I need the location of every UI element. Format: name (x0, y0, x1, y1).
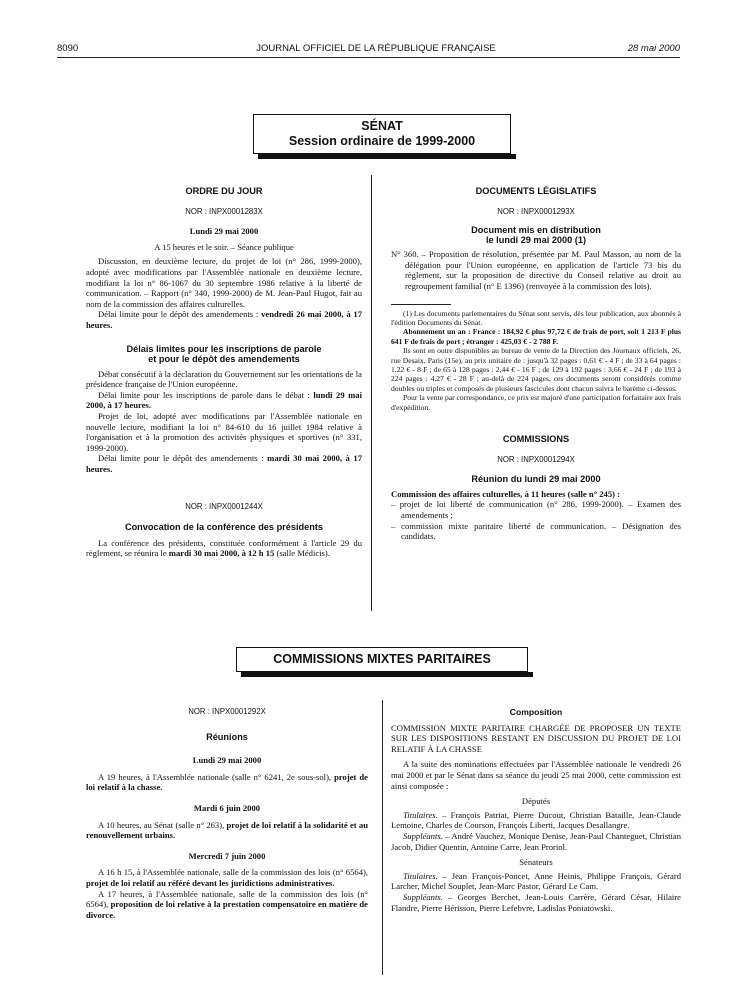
doc-distribution-heading: Document mis en distribution le lundi 29 mai 2000 (1) (471, 225, 601, 246)
deputes-suppleants: Suppléants. – André Vauchez, Monique Denise, Jean-Paul Chanteguet, Christian Jacob, Didier Quentin, Antoine Carre, Jean Proriol. (391, 830, 681, 852)
commission-line: Commission des affaires culturelles, à 11 heures (salle n° 245) : (391, 488, 621, 499)
deputes-titulaires: Titulaires. – François Patriat, Pierre Ducout, Christian Bataille, Jean-Claude Lemoine, Charles de Courson, François Liberti, Jacques Desallangre. (391, 809, 681, 831)
composition-section (391, 707, 681, 913)
docs-heading: DOCUMENTS LÉGISLATIFS (475, 186, 597, 196)
cmp-reunions-section (86, 707, 368, 920)
commission-item-2: – commission mixte paritaire liberté de communication. – Désignation des candidats. (391, 520, 681, 542)
column-divider-bottom (382, 700, 383, 975)
senateurs-titulaires: Titulaires. – Jean François-Poncet, Anne Heinis, Philippe François, Gérard Larcher, Michel Souplet, Jean-Marc Pastor, Gérard Le Cam. (391, 870, 681, 892)
column-divider (371, 175, 372, 611)
ordre-du-jour-section (86, 186, 362, 559)
cmp-day-3-text-1: A 16 h 15, à l'Assemblée nationale, salle de la commission des lois (n° 6564), projet de loi relatif au référé devant les juridictions administratives. (86, 867, 368, 888)
nor-3: NOR : INPX0001293X (497, 206, 575, 216)
convocation-text: La conférence des présidents, constituée conformément à l'article 29 du règlement, se réunira le mardi 30 mai 2000, à 12 h 15 (salle Médicis). (86, 537, 362, 559)
ordre-heading: ORDRE DU JOUR (185, 186, 263, 196)
footnotes (391, 309, 681, 412)
cmp-title: COMMISSIONS MIXTES PARITAIRES (273, 652, 491, 666)
senat-title: SÉNAT (361, 119, 403, 133)
senateurs-suppleants: Suppléants. – Georges Berchet, Jean-Louis Carrère, Gérard César, Hilaire Flandre, Pierre Hérisson, Pierre Lefebvre, Ladislas Poniatowski. (391, 891, 681, 913)
cmp-suite-text: A la suite des nominations effectuées par l'Assemblée nationale le vendredi 26 mai 2000 et par le Sénat dans sa séance du jeudi 25 mai 2000, cette commission est ainsi composée : (391, 759, 681, 791)
deputes-heading: Députés (521, 796, 551, 807)
delais-heading: Délais limites pour les inscriptions de parole et pour le dépôt des amendements (126, 343, 322, 364)
cmp-full-title: COMMISSION MIXTE PARITAIRE CHARGÉE DE PROPOSER UN TEXTE SUR LES DISPOSITIONS RESTANT EN DISCUSSION DU PROJET DE LOI RELATIF À LA CHASSE (391, 722, 681, 754)
reunion-heading: Réunion du lundi 29 mai 2000 (471, 474, 601, 485)
senat-subtitle: Session ordinaire de 1999-2000 (288, 134, 476, 148)
cmp-day-3-text-2: A 17 heures, à l'Assemblée nationale, salle de la commission des lois (n° 6564), proposition de loi relative à la prestation compensatoire en matière de divorce. (86, 888, 368, 920)
nor-1: NOR : INPX0001283X (185, 206, 263, 216)
footnote-1: (1) Les documents parlementaires du Sénat sont servis, dès leur publication, aux abonnés à l'édition Documents du Sénat. (391, 308, 681, 327)
debat-text: Débat consécutif à la déclaration du Gouvernement sur les orientations de la présidence française de l'Union européenne. (86, 368, 362, 390)
cmp-day-2-text: A 10 heures, au Sénat (salle n° 263), projet de loi relatif à la solidarité et au renouvellement urbains. (86, 819, 368, 841)
documents-section (391, 186, 681, 542)
delai-3: Délai limite pour le dépôt des amendements : mardi 30 mai 2000, à 17 heures. (86, 453, 362, 474)
journal-title: JOURNAL OFFICIEL DE LA RÉPUBLIQUE FRANÇAISE (256, 43, 496, 54)
footnote-rule (391, 304, 451, 305)
footnote-4: Pour la vente par correspondance, ce prix est majoré d'une participation forfaitaire aux frais d'expédition. (391, 393, 681, 412)
delai-1: Délai limite pour le dépôt des amendements : vendredi 26 mai 2000, à 17 heures. (86, 309, 362, 330)
seance-time: A 15 heures et le soir. – Séance publique (154, 241, 294, 252)
cmp-nor: NOR : INPX0001292X (188, 707, 266, 716)
composition-heading: Composition (509, 707, 563, 717)
footnote-2: Abonnement un an : France : 184,92 € plus 97,72 € de frais de port, soit 1 213 F plus 641 F de frais de port ; étranger : 425,03 € - 2 788 F. (391, 327, 681, 346)
delai-2: Délai limite pour les inscriptions de parole dans le débat : lundi 29 mai 2000, à 17 heures. (86, 389, 362, 411)
header-rule (57, 57, 680, 58)
projet-text: Projet de loi, adopté avec modifications par l'Assemblée nationale en nouvelle lecture, modifiant la loi n° 84-610 du 16 juillet 1984 relative à l'organisation et à la promotion des activités physiques et sportives (n° 331, 1999-2000). (86, 410, 362, 453)
senat-title-box (253, 114, 511, 154)
reunions-heading: Réunions (206, 731, 248, 742)
doc-360: N° 360. – Proposition de résolution, présentée par M. Paul Masson, au nom de la délégation pour l'Union européenne, en application de l'article 73 bis du règlement, sur la proposition de directive du Conseil relative au droit au regroupement familial (n° E 1396) (renvoyée à la commission des lois). (391, 249, 681, 291)
header-date: 28 mai 2000 (627, 43, 680, 54)
discussion-text: Discussion, en deuxième lecture, du projet de loi (n° 286, 1999-2000), adopté avec modifications par l'Assemblée nationale en deuxième lecture, modifiant la loi n° 86-1067 du 30 septembre 1986 relative à la liberté de communication. – Rapport (n° 340, 1999-2000) de M. Jean-Paul Hugot, fait au nom de la commission des affaires culturelles. (86, 256, 362, 309)
convocation-heading: Convocation de la conférence des présidents (124, 522, 324, 533)
nor-4: NOR : INPX0001294X (497, 454, 575, 464)
cmp-day-2: Mardi 6 juin 2000 (193, 802, 261, 813)
cmp-title-box (236, 647, 528, 672)
commissions-heading: COMMISSIONS (502, 434, 570, 445)
day-heading-1: Lundi 29 mai 2000 (189, 226, 259, 237)
cmp-day-1-text: A 19 heures, à l'Assemblée nationale (salle n° 6241, 2e sous-sol), projet de loi relatif à la chasse. (86, 771, 369, 793)
cmp-day-3: Mercredi 7 juin 2000 (188, 850, 266, 861)
senateurs-heading: Sénateurs (519, 857, 553, 868)
commission-item-1: – projet de loi liberté de communication (n° 286, 1999-2000). – Examen des amendements ; (391, 499, 681, 520)
cmp-day-1: Lundi 29 mai 2000 (192, 755, 262, 766)
footnote-3: Ils sont en outre disponibles au bureau de vente de la Direction des Journaux officiels, 26, rue Desaix, Paris (15e), au prix unitaire de : jusqu'à 32 pages : 0,61 € - 4 F ; de 33 à 64 pages : 1,22 € - 8 F ; de 65 à 128 pages : 2,44 € - 16 F ; de 129 à 192 pages : 3,66 € - 24 F ; de 193 à 224 pages : 4,27 € - 28 F ; au-delà de 224 pages, ces documents seront considérés comme doubles ou triples et composés de plusieurs fascicules dont chacun suivra le barème ci-dessus. (391, 346, 681, 393)
page-number: 8090 (57, 43, 79, 54)
nor-2: NOR : INPX0001244X (185, 502, 263, 512)
